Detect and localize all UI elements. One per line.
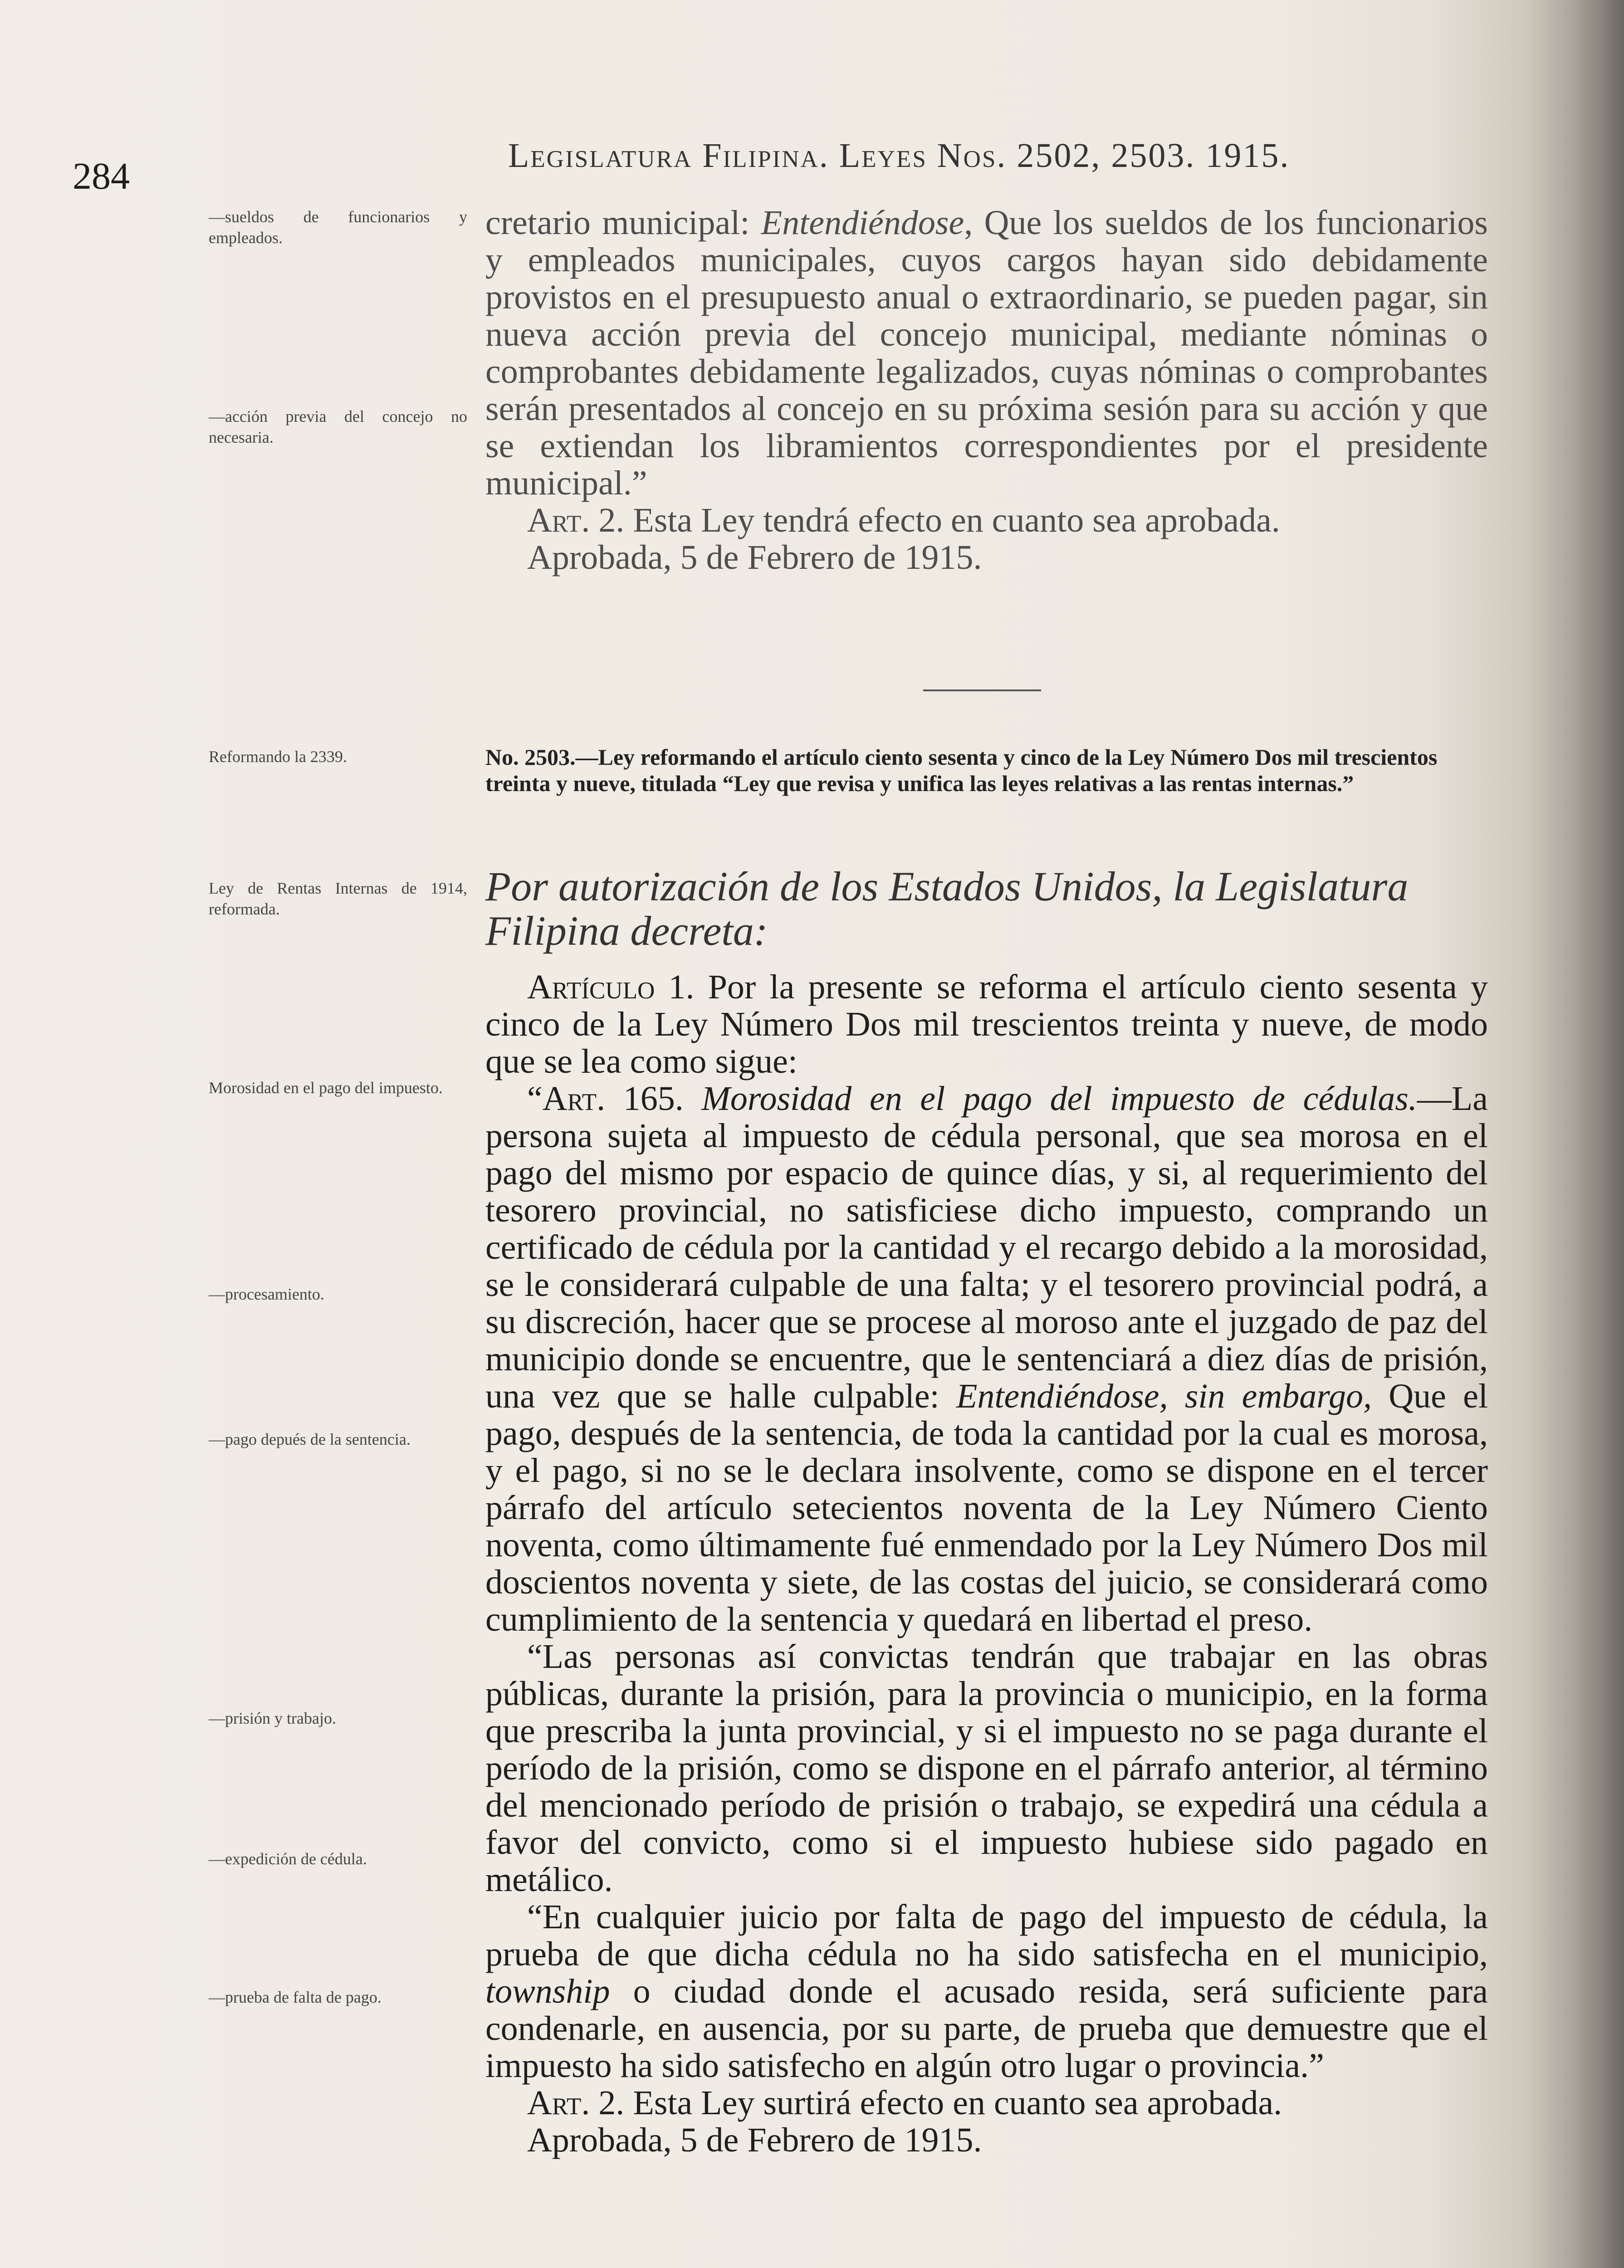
sidenote-accion-previa: —acción previa del concejo no necesaria. <box>209 407 467 446</box>
law-2503-body <box>485 968 1488 2159</box>
law-2503-heading: No. 2503.—Ley reformando el artículo ciento sesenta y cinco de la Ley Número Dos mil trescientos treinta y nueve, titulada “Ley que revisa y unifica las leyes relativas a las rentas internas.” <box>485 744 1438 796</box>
sidenote-ley-rentas: Ley de Rentas Internas de 1914, reformada. <box>209 879 467 918</box>
paragraph-prision: “Las personas así convictas tendrán que trabajar en las obras públicas, durante la prisión, para la provincia o municipio, en la forma que prescriba la junta provincial, y si el impuesto no se paga durante el período de la prisión, como se dispone en el párrafo anterior, al término del mencionado período de prisión o trabajo, se expedirá una cédula a favor del convicto, como si el impuesto hubiese sido pagado en metálico. <box>485 1637 1488 1899</box>
article-165: “Art. 165. Morosidad en el pago del impuesto de cédulas.—La persona sujeta al impuesto de cédula personal, que sea morosa en el pago del mismo por espacio de quince días, y si, al requerimiento del tesorero provincial, no satisficiese dicho impuesto, comprando un certificado de cédula por la cantidad y el recargo debido a la morosidad, se le considerará culpable de una falta; y el tesorero provincial podrá, a su discreción, hacer que se procese al moroso ante el juzgado de paz del municipio donde se encuentre, que le sentenciará a diez días de prisión, una vez que se halle culpable: Entendiéndose, sin embargo, Que el pago, después de la sentencia, de toda la cantidad por la cual es morosa, y el pago, si no se le declara insolvente, como se dispone en el tercer párrafo del artículo setecientos noventa de la Ley Número Ciento noventa, como últimamente fué enmendado por la Ley Número Dos mil doscientos noventa y siete, de las costas del juicio, se considerará como cumplimiento de la sentencia y quedará en libertad el preso. <box>485 1080 1488 1638</box>
enacting-clause: Por autorización de los Estados Unidos, la Legislatura Filipina decreta: <box>485 863 1409 954</box>
book-spine-shadow <box>1574 0 1624 2268</box>
sidenote-procesamiento: —procesamiento. <box>209 1285 324 1303</box>
law-2502-art-2: Art. 2. Esta Ley tendrá efecto en cuanto sea aprobada. <box>527 501 1280 539</box>
page-number: 284 <box>73 155 130 197</box>
running-header: Legislatura Filipina. Leyes Nos. 2502, 2503. 1915. <box>508 137 1290 175</box>
law-2503-approved: Aprobada, 5 de Febrero de 1915. <box>527 2121 982 2159</box>
section-divider <box>923 689 1041 691</box>
sidenote-pago-sentencia: —pago depués de la sentencia. <box>209 1430 411 1448</box>
sidenote-reformando: Reformando la 2339. <box>209 748 347 766</box>
law-2502-continuation: cretario municipal: Entendiéndose, Que los sueldos de los funcionarios y empleados municipales, cuyos cargos hayan sido debidamente provistos en el presupuesto anual o extraordinario, se pueden pagar, sin nueva acción previa del concejo municipal, mediante nóminas o comprobantes debidamente legalizados, cuyas nóminas o comprobantes serán presentados al concejo en su próxima sesión para su acción y que se extiendan los libramientos correspondientes por el presidente municipal.” <box>485 204 1488 502</box>
article-2: Art. 2. Esta Ley surtirá efecto en cuanto sea aprobada. <box>527 2084 1282 2122</box>
law-2502-block <box>485 204 1488 576</box>
paragraph-prueba: “En cualquier juicio por falta de pago del impuesto de cédula, la prueba de que dicha cédula no ha sido satisfecha en el municipio, township o ciudad donde el acusado resida, será suficiente para condenarle, en ausencia, por su parte, de prueba que demuestre que el impuesto ha sido satisfecho en algún otro lugar o provincia.” <box>485 1898 1488 2085</box>
sidenote-prueba: —prueba de falta de pago. <box>209 1988 382 2006</box>
sidenote-morosidad: Morosidad en el pago del impuesto. <box>209 1079 443 1097</box>
sidenote-expedicion: —expedición de cédula. <box>209 1850 367 1868</box>
article-1: Artículo 1. Por la presente se reforma el artículo ciento sesenta y cinco de la Ley Número Dos mil trescientos treinta y nueve, de modo que se lea como sigue: <box>485 968 1488 1080</box>
sidenote-sueldos: —sueldos de funcionarios y empleados. <box>209 208 467 247</box>
sidenote-prision: —prisión y trabajo. <box>209 1709 336 1727</box>
law-2502-approved: Aprobada, 5 de Febrero de 1915. <box>527 538 982 577</box>
